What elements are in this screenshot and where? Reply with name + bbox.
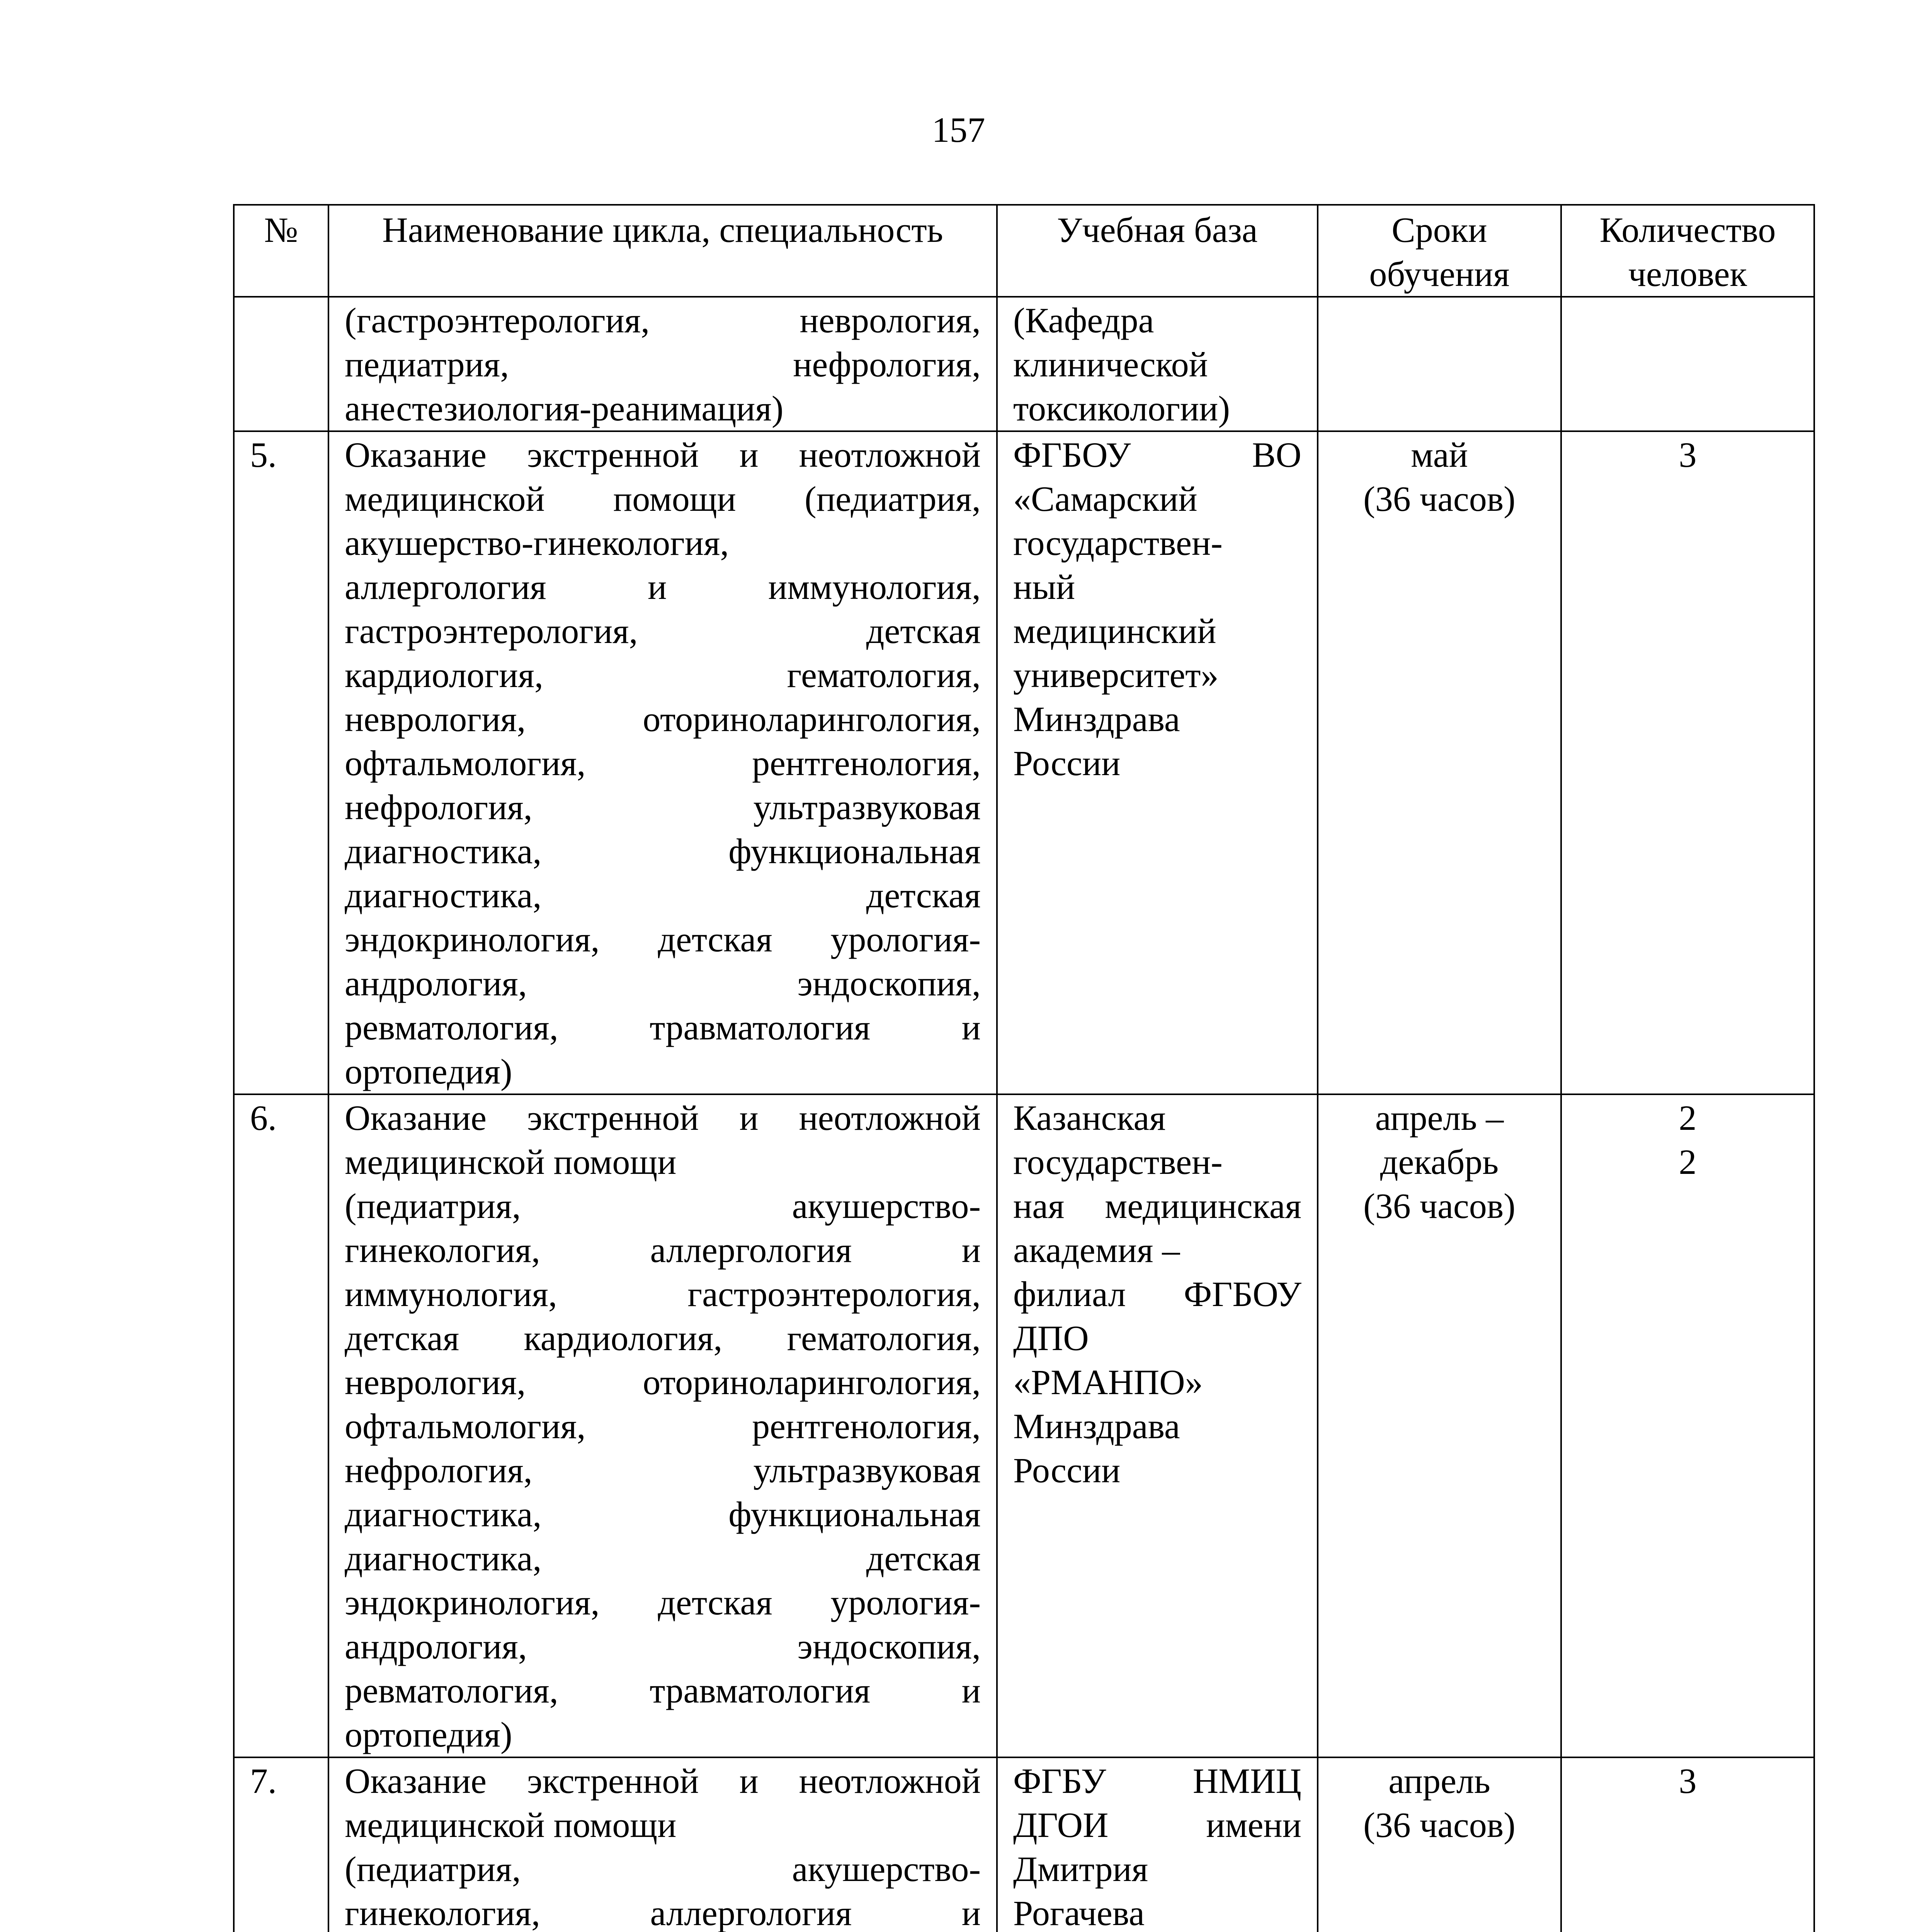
table-row (234, 1094, 1814, 1757)
training-period-cell (1318, 431, 1561, 1094)
cycle-name-line: гинекология, аллергология и (345, 1893, 981, 1932)
people-count-cell (1561, 431, 1814, 1094)
cycle-name-line: Оказание экстренной и неотложной (345, 1098, 981, 1138)
row-number-cell: 5. (234, 431, 328, 1094)
cycle-name-line: иммунология, гастроэнтерология, (345, 1274, 981, 1314)
cycle-name-line: диагностика, функциональная (345, 832, 981, 871)
table-body (234, 297, 1814, 1932)
cycle-name-line: ревматология, травматология и (345, 1008, 981, 1047)
header-number: № (234, 205, 328, 297)
training-period-line: (36 часов) (1363, 1186, 1516, 1226)
training-base-line: Рогачева (1013, 1893, 1145, 1932)
cycle-name-line: медицинской помощи (345, 1142, 677, 1182)
cycle-name-line: Оказание экстренной и неотложной (345, 435, 981, 474)
training-period-cell (1318, 1757, 1561, 1932)
people-count-cell (1561, 297, 1814, 431)
training-base-line: филиал ФГБОУ (1013, 1274, 1301, 1314)
training-period-cell (1318, 1094, 1561, 1757)
training-base-line: «РМАНПО» (1013, 1362, 1203, 1402)
training-base-line: академия – (1013, 1230, 1180, 1270)
training-base-line: токсикологии) (1013, 389, 1230, 428)
cycle-name-cell (328, 297, 997, 431)
training-period-line: (36 часов) (1363, 1805, 1516, 1845)
training-base-line: Дмитрия (1013, 1849, 1148, 1889)
cycle-name-line: медицинской помощи (педиатрия, (345, 479, 981, 519)
training-base-line: Казанская (1013, 1098, 1166, 1138)
cycle-name-line: детская кардиология, гематология, (345, 1318, 981, 1358)
table-row (234, 431, 1814, 1094)
cycle-name-line: медицинской помощи (345, 1805, 677, 1845)
header-training-period: Сроки обучения (1318, 205, 1561, 297)
training-base-cell (997, 297, 1318, 431)
training-base-line: (Кафедра (1013, 301, 1154, 340)
row-number-cell (234, 297, 328, 431)
people-count-cell (1561, 1094, 1814, 1757)
cycle-name-line: акушерство-гинекология, (345, 523, 729, 563)
cycle-name-line: нефрология, ультразвуковая (345, 787, 981, 827)
cycle-name-line: ортопедия) (345, 1052, 512, 1091)
table-header-row (234, 205, 1814, 297)
people-count-line: 2 (1679, 1142, 1697, 1182)
cycle-name-line: (педиатрия, акушерство- (345, 1186, 981, 1226)
cycle-name-line: (педиатрия, акушерство- (345, 1849, 981, 1889)
training-base-line: ный (1013, 567, 1075, 607)
cycle-name-cell (328, 1757, 997, 1932)
cycle-name-line: нефрология, ультразвуковая (345, 1451, 981, 1490)
training-base-line: университет» (1013, 655, 1219, 695)
table-row (234, 297, 1814, 431)
training-base-line: ДГОИ имени (1013, 1805, 1301, 1845)
cycle-name-line: гинекология, аллергология и (345, 1230, 981, 1270)
training-base-line: ДПО (1013, 1318, 1089, 1358)
cycle-name-line: диагностика, функциональная (345, 1495, 981, 1534)
header-training-base: Учебная база (997, 205, 1318, 297)
training-period-line: май (1411, 435, 1468, 474)
training-base-cell (997, 1094, 1318, 1757)
training-base-cell (997, 1757, 1318, 1932)
cycle-name-line: офтальмология, рентгенология, (345, 1406, 981, 1446)
page-number: 157 (932, 110, 985, 150)
cycle-name-line: ортопедия) (345, 1715, 512, 1754)
cycle-name-cell (328, 431, 997, 1094)
cycle-name-line: Оказание экстренной и неотложной (345, 1761, 981, 1801)
training-base-line: Минздрава (1013, 699, 1180, 739)
cycle-name-line: эндокринология, детская урология- (345, 1583, 981, 1622)
training-base-line: России (1013, 743, 1121, 783)
cycle-name-line: неврология, оториноларингология, (345, 1362, 981, 1402)
training-period-line: апрель – (1375, 1098, 1504, 1138)
cycle-name-line: анестезиология-реанимация) (345, 389, 784, 428)
cycle-name-line: андрология, эндоскопия, (345, 964, 981, 1003)
cycle-name-line: андрология, эндоскопия, (345, 1627, 981, 1666)
people-count-line: 3 (1679, 1761, 1697, 1801)
training-base-line: Минздрава (1013, 1406, 1180, 1446)
header-cycle-name: Наименование цикла, специальность (328, 205, 997, 297)
training-base-line: ная медицинская (1013, 1186, 1301, 1226)
cycle-name-line: диагностика, детская (345, 1539, 981, 1578)
training-base-line: медицинский (1013, 611, 1216, 651)
people-count-line: 2 (1679, 1098, 1697, 1138)
training-base-line: России (1013, 1451, 1121, 1490)
training-base-line: ФГБОУ ВО (1013, 435, 1301, 474)
training-period-cell (1318, 297, 1561, 431)
cycle-name-line: эндокринология, детская урология- (345, 920, 981, 959)
row-number-cell: 7. (234, 1757, 328, 1932)
training-base-cell (997, 431, 1318, 1094)
people-count-cell (1561, 1757, 1814, 1932)
training-cycles-table (233, 204, 1815, 1932)
cycle-name-line: кардиология, гематология, (345, 655, 981, 695)
training-period-line: (36 часов) (1363, 479, 1516, 519)
cycle-name-line: педиатрия, нефрология, (345, 345, 981, 384)
cycle-name-line: (гастроэнтерология, неврология, (345, 301, 981, 340)
cycle-name-line: неврология, оториноларингология, (345, 699, 981, 739)
training-base-line: государствен- (1013, 523, 1223, 563)
training-base-line: клинической (1013, 345, 1208, 384)
row-number-cell: 6. (234, 1094, 328, 1757)
header-people-count: Количество человек (1561, 205, 1814, 297)
training-period-line: апрель (1388, 1761, 1490, 1801)
training-period-line: декабрь (1380, 1142, 1499, 1182)
training-base-line: государствен- (1013, 1142, 1223, 1182)
training-base-line: «Самарский (1013, 479, 1197, 519)
people-count-line: 3 (1679, 435, 1697, 474)
cycle-name-line: офтальмология, рентгенология, (345, 743, 981, 783)
cycle-name-line: диагностика, детская (345, 876, 981, 915)
cycle-name-line: ревматология, травматология и (345, 1671, 981, 1710)
table-row (234, 1757, 1814, 1932)
cycle-name-line: гастроэнтерология, детская (345, 611, 981, 651)
training-base-line: ФГБУ НМИЦ (1013, 1761, 1301, 1801)
cycle-name-cell (328, 1094, 997, 1757)
cycle-name-line: аллергология и иммунология, (345, 567, 981, 607)
